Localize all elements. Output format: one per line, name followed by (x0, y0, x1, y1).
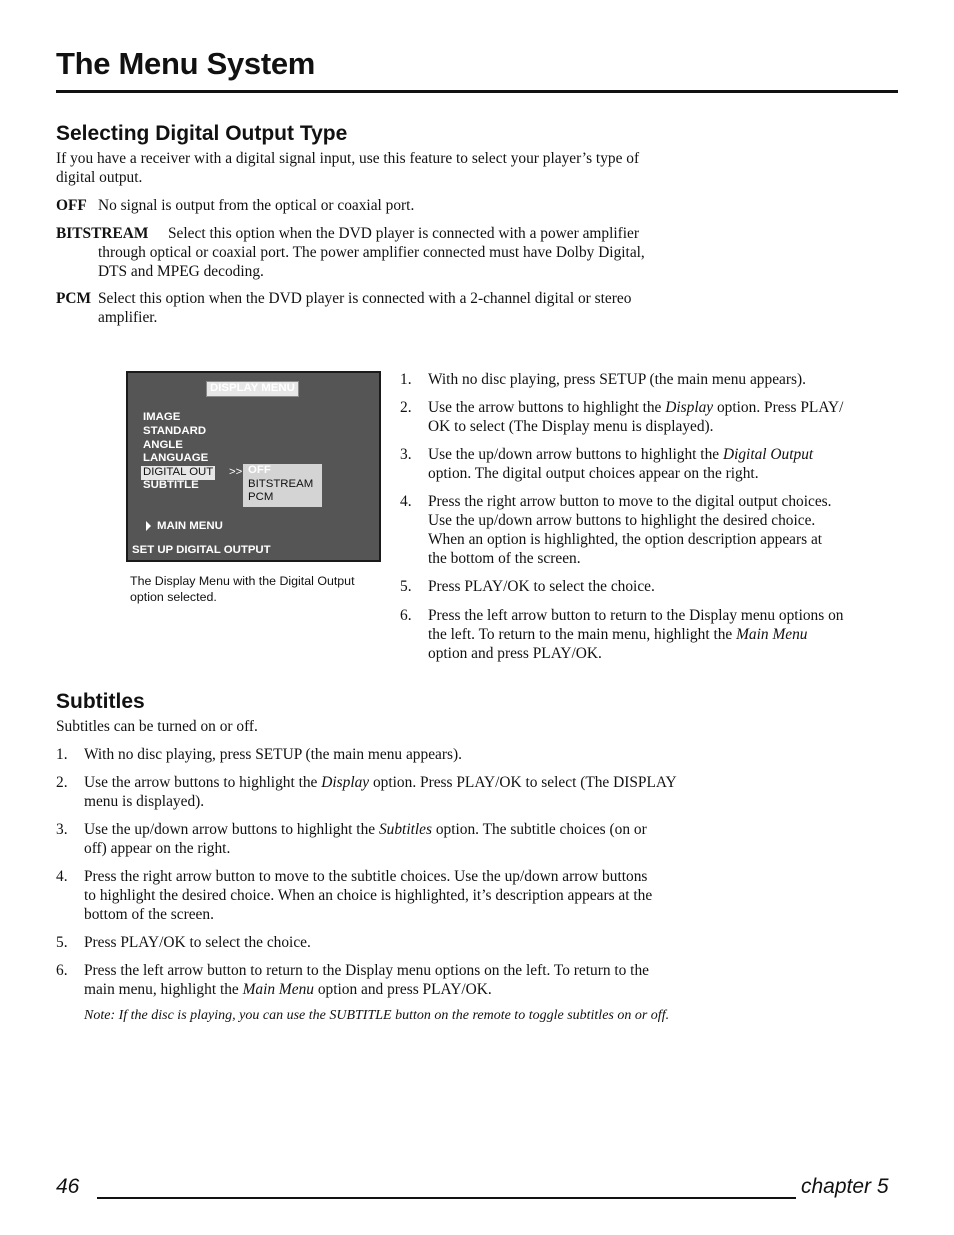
screen-option-off: OFF (248, 464, 271, 476)
list-item (400, 370, 898, 389)
screen-option-pcm: PCM (248, 491, 274, 503)
screen-caption (130, 573, 382, 605)
step-text: bottom of the screen. (84, 906, 214, 923)
step-number: 5. (56, 934, 68, 951)
screen-option-bitstream: BITSTREAM (248, 478, 314, 490)
triangle-right-icon (146, 521, 151, 531)
screen-status: SET UP DIGITAL OUTPUT (132, 544, 271, 556)
step-text: the bottom of the screen. (428, 550, 581, 567)
desc-off: No signal is output from the optical or coaxial port. (98, 197, 415, 214)
list-item (400, 492, 898, 568)
step-number: 6. (56, 962, 68, 979)
list-item (400, 577, 898, 596)
screen-arrows: >> (229, 466, 243, 478)
list-item (56, 745, 756, 764)
intro-line: digital output. (56, 169, 143, 186)
screen-item-angle: ANGLE (143, 439, 183, 451)
subtitles-steps (56, 745, 756, 999)
step-text: When an option is highlighted, the option description appears at (428, 531, 823, 548)
step-number: 4. (400, 493, 412, 510)
page-title: The Menu System (56, 46, 316, 81)
term-off: OFF (56, 197, 87, 214)
digital-output-intro (56, 149, 639, 187)
step-text: main menu, highlight the Main Menu option and press PLAY/OK. (84, 981, 492, 998)
screen-item-image: IMAGE (143, 411, 181, 423)
list-item (56, 820, 756, 858)
desc-pcm-line: Select this option when the DVD player is connected with a 2-channel digital or stereo (98, 290, 632, 307)
step-text: Use the up/down arrow buttons to highlight the Subtitles option. The subtitle choices (on or (84, 821, 647, 838)
step-number: 3. (56, 821, 68, 838)
display-menu-screen (126, 371, 381, 562)
term-pcm: PCM (56, 290, 92, 307)
subtitles-note: Note: If the disc is playing, you can use the SUBTITLE button on the remote to toggle subtitles on or off. (84, 1008, 670, 1023)
screen-main-menu: MAIN MENU (157, 520, 223, 532)
caption-line: The Display Menu with the Digital Output (130, 574, 355, 588)
screen-options-box (243, 464, 322, 507)
step-text: off) appear on the right. (84, 840, 231, 857)
caption-line: option selected. (130, 590, 217, 604)
title-rule (56, 90, 898, 93)
step-text: Use the up/down arrow buttons to highlight the Digital Output (428, 446, 814, 463)
step-text: Use the arrow buttons to highlight the Display option. Press PLAY/OK to select (The DISPLAY (84, 774, 677, 791)
desc-pcm-line: amplifier. (98, 309, 158, 326)
option-off (56, 196, 756, 215)
step-text: Press the left arrow button to return to the Display menu options on (428, 607, 844, 624)
list-item (56, 867, 756, 924)
screen-item-standard: STANDARD (143, 425, 207, 437)
step-number: 4. (56, 868, 68, 885)
list-item (56, 933, 756, 952)
list-item (400, 606, 898, 663)
step-text: OK to select (The Display menu is displayed). (428, 418, 714, 435)
step-text: to highlight the desired choice. When an choice is highlighted, it’s description appears at the (84, 887, 653, 904)
section-heading-subtitles: Subtitles (56, 690, 145, 713)
subtitles-intro: Subtitles can be turned on or off. (56, 718, 258, 735)
step-number: 1. (56, 746, 68, 763)
desc-bitstream-line: DTS and MPEG decoding. (98, 263, 264, 280)
intro-line: If you have a receiver with a digital signal input, use this feature to select your player’s type of (56, 150, 640, 167)
desc-bitstream-line: Select this option when the DVD player is connected with a power amplifier (168, 225, 639, 242)
step-number: 3. (400, 446, 412, 463)
step-text: the left. To return to the main menu, highlight the Main Menu (428, 626, 808, 643)
option-pcm (56, 289, 756, 327)
step-number: 2. (400, 399, 412, 416)
screen-item-language: LANGUAGE (143, 452, 209, 464)
option-bitstream (56, 224, 756, 281)
step-text: Press the right arrow button to move to the subtitle choices. Use the up/down arrow buttons (84, 868, 648, 885)
step-text: menu is displayed). (84, 793, 205, 810)
screen-item-subtitle: SUBTITLE (143, 479, 199, 491)
step-text: Press the right arrow button to move to the digital output choices. (428, 493, 832, 510)
desc-bitstream-line: through optical or coaxial port. The power amplifier connected must have Dolby Digital, (98, 244, 645, 261)
screen-item-digital-out: DIGITAL OUT (143, 466, 214, 478)
step-text: option and press PLAY/OK. (428, 645, 602, 662)
step-text: Use the up/down arrow buttons to highlight the desired choice. (428, 512, 816, 529)
screen-title: DISPLAY MENU (206, 381, 299, 397)
step-text: With no disc playing, press SETUP (the main menu appears). (428, 371, 806, 388)
step-number: 6. (400, 607, 412, 624)
step-number: 2. (56, 774, 68, 791)
page-number: 46 (56, 1175, 80, 1198)
step-number: 5. (400, 578, 412, 595)
term-bitstream: BITSTREAM (56, 225, 149, 242)
step-number: 1. (400, 371, 412, 388)
digital-output-steps (400, 370, 898, 663)
list-item (56, 961, 756, 999)
list-item (56, 773, 756, 811)
step-text: Press PLAY/OK to select the choice. (428, 578, 655, 595)
section-heading-digital-output: Selecting Digital Output Type (56, 122, 348, 145)
footer-rule (97, 1197, 796, 1199)
step-text: With no disc playing, press SETUP (the main menu appears). (84, 746, 462, 763)
step-text: Use the arrow buttons to highlight the Display option. Press PLAY/ (428, 399, 844, 416)
step-text: option. The digital output choices appear on the right. (428, 465, 759, 482)
chapter-label: chapter 5 (801, 1175, 889, 1198)
list-item (400, 445, 898, 483)
step-text: Press PLAY/OK to select the choice. (84, 934, 311, 951)
list-item (400, 398, 898, 436)
step-text: Press the left arrow button to return to the Display menu options on the left. To return to the (84, 962, 649, 979)
